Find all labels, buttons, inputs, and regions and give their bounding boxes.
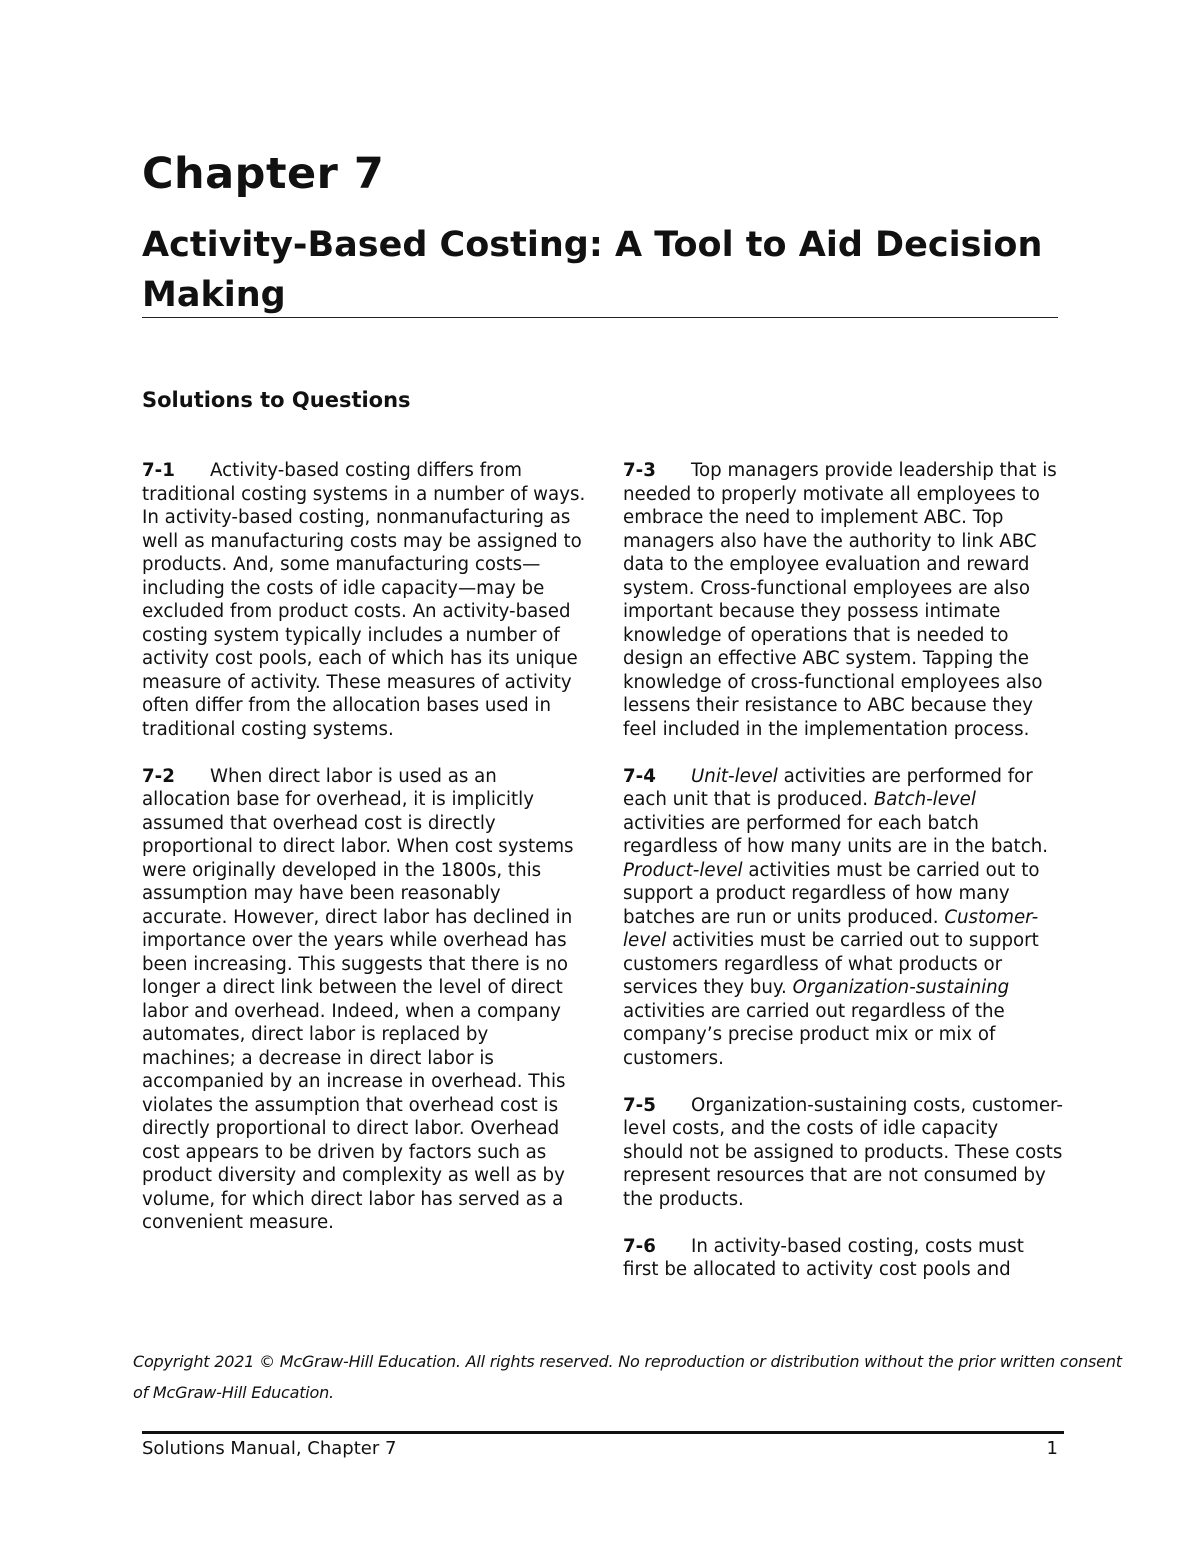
question-number: 7-6 xyxy=(623,1235,656,1257)
term-customer-level: Customer-level xyxy=(623,906,1039,951)
question-number: 7-3 xyxy=(623,460,656,481)
question-7-5 xyxy=(623,1094,1063,1212)
footer-divider xyxy=(142,1431,1064,1434)
answer-text: In activity-based costing, costs must first be allocated to activity cost pools and xyxy=(623,1235,1024,1280)
answer-text: activities are performed for each batch regardless of how many units are in the batch. xyxy=(623,812,1048,857)
answer-text: Organization-sustaining costs, customer-level costs, and the costs of idle capacity should not be assigned to products. These costs represent resources that are not consumed by the products. xyxy=(623,1094,1063,1210)
answer-text: activities are performed for each unit that is produced. xyxy=(623,765,1033,810)
question-number: 7-5 xyxy=(623,1094,656,1116)
term-product-level: Product-level xyxy=(623,859,743,881)
question-7-3 xyxy=(623,459,1063,741)
chapter-heading: Chapter 7 xyxy=(142,149,385,199)
question-number: 7-4 xyxy=(623,765,656,787)
left-column xyxy=(142,459,586,1258)
question-number: 7-1 xyxy=(142,460,175,481)
page-number: 1 xyxy=(1046,1438,1058,1459)
answer-text: activities are carried out regardless of the company’s precise product mix or mix of customers. xyxy=(623,1000,1005,1069)
answer-text: Top managers provide leadership that is needed to properly motivate all employees to embrace the need to implement ABC. Top managers also have the authority to link ABC data to the employee evaluation and reward system. Cross-functional employees are also important because they possess intimate knowledge of operations that is needed to design an effective ABC system. Tapping the knowledge of cross-functional employees also lessens their resistance to ABC because they feel included in the implementation process. xyxy=(623,460,1057,740)
answer-text: When direct labor is used as an allocation base for overhead, it is implicitly assumed that overhead cost is directly proportional to direct labor. When cost systems were originally developed in the 1800s, this assumption may have been reasonably accurate. However, direct labor has declined in importance over the years while overhead has been increasing. This suggests that there is no longer a direct link between the level of direct labor and overhead. Indeed, when a company automates, direct labor is replaced by machines; a decrease in direct labor is accompanied by an increase in overhead. This violates the assumption that overhead cost is directly proportional to direct labor. Overhead cost appears to be driven by factors such as product diversity and complexity as well as by volume, for which direct labor has served as a convenient measure. xyxy=(142,765,574,1233)
chapter-title: Activity-Based Costing: A Tool to Aid Decision Making xyxy=(142,225,1043,315)
question-number: 7-2 xyxy=(142,765,175,787)
question-7-1 xyxy=(142,459,586,741)
question-7-6 xyxy=(623,1235,1063,1282)
question-7-4 xyxy=(623,765,1063,1071)
term-organization-sustaining: Organization-sustaining xyxy=(792,977,1010,998)
section-heading: Solutions to Questions xyxy=(142,388,411,412)
copyright-notice: Copyright 2021 © McGraw-Hill Education. All rights reserved. No reproduction or distribution without the prior written consent of McGraw-Hill Education. xyxy=(133,1352,1122,1402)
answer-text: activities must be carried out to support a product regardless of how many batches are run or units produced. xyxy=(623,859,1040,928)
answer-text: Activity-based costing differs from traditional costing systems in a number of ways. In activity-based costing, nonmanufacturing as well as manufacturing costs may be assigned to products. And, some manufacturing costs—including the costs of idle capacity—may be excluded from product costs. An activity-based costing system typically includes a number of activity cost pools, each of which has its unique measure of activity. These measures of activity often differ from the allocation bases used in traditional costing systems. xyxy=(142,460,586,740)
right-column xyxy=(623,459,1063,1305)
question-7-2 xyxy=(142,765,586,1235)
answer-text: activities must be carried out to support customers regardless of what products or services they buy. xyxy=(623,930,1039,998)
footer-label: Solutions Manual, Chapter 7 xyxy=(142,1438,397,1459)
term-unit-level: Unit-level xyxy=(691,765,778,787)
title-divider xyxy=(142,317,1058,318)
term-batch-level: Batch-level xyxy=(873,789,976,810)
